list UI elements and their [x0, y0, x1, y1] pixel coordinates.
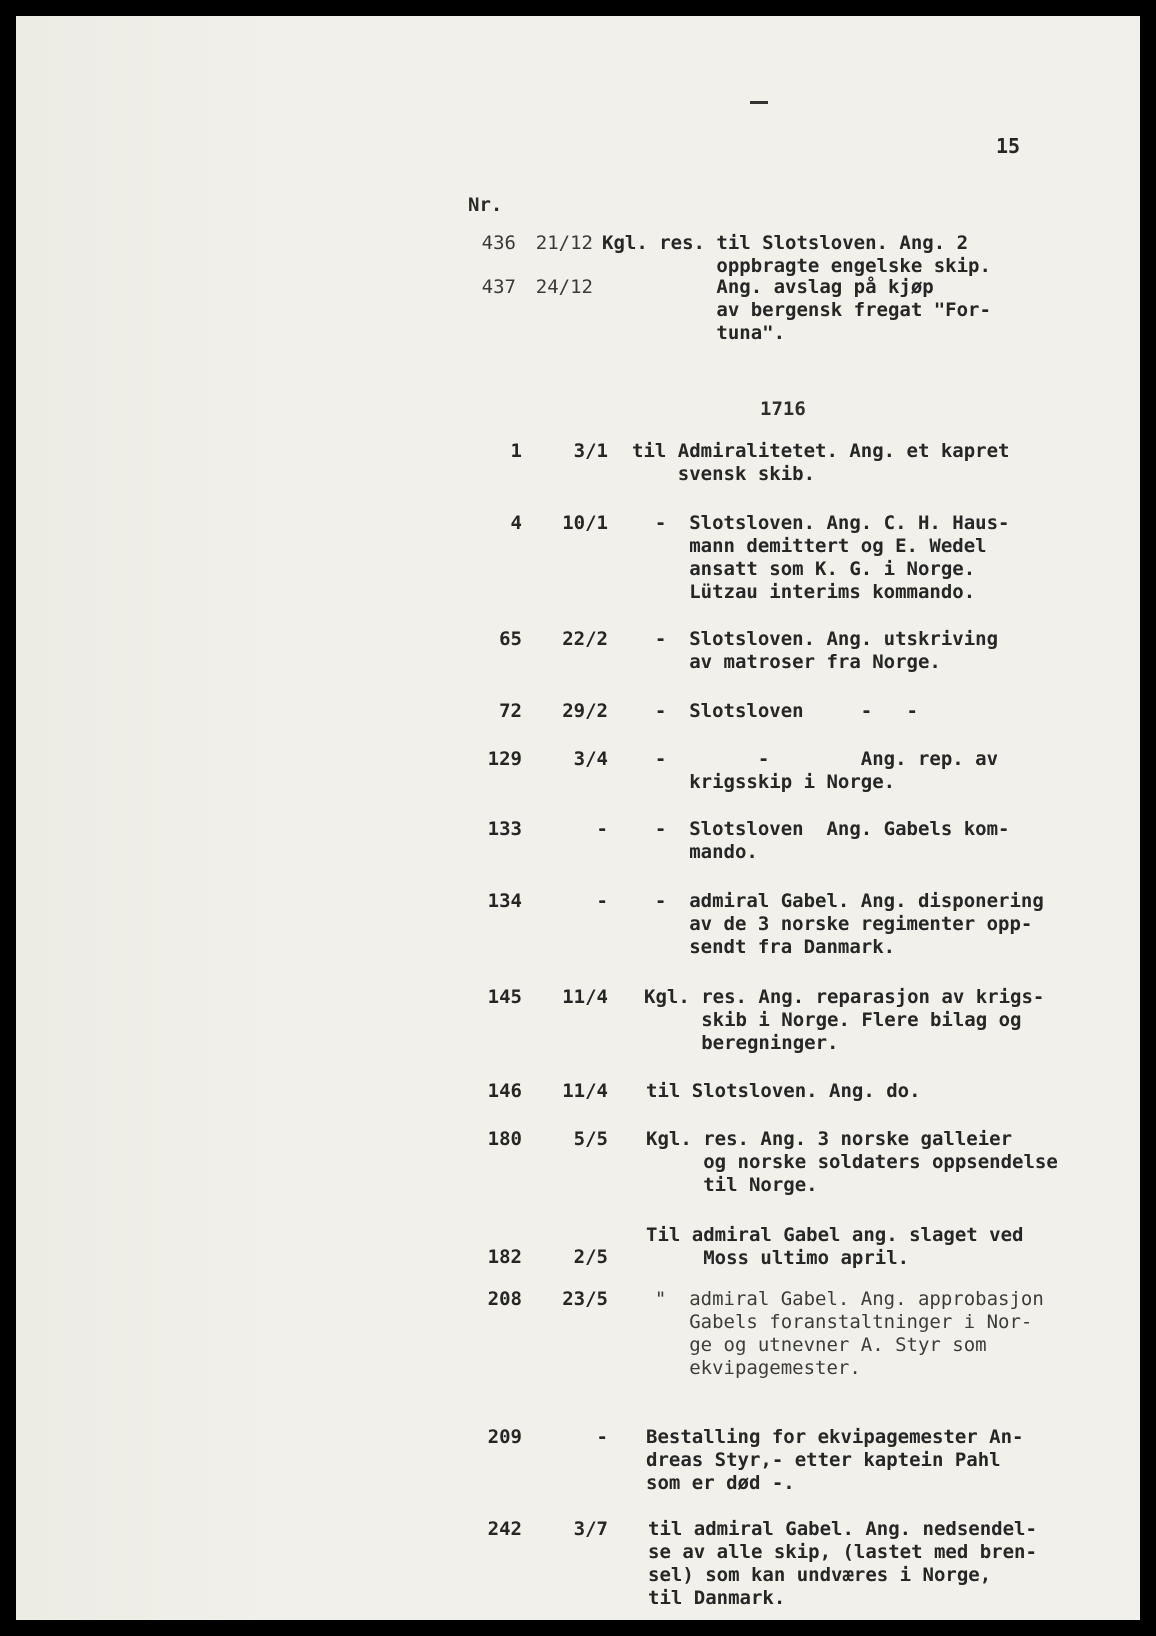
entry-text: Kgl. res. til Slotsloven. Ang. 2 oppbragte engelske skip. [602, 232, 991, 277]
entry-date: 3/1 [573, 440, 608, 462]
entry-text: Til admiral Gabel ang. slaget ved Moss ultimo april. [646, 1224, 1024, 1269]
entry-number: 146 [487, 1080, 522, 1102]
entry-date: 22/2 [562, 628, 608, 650]
entry-number: 208 [487, 1288, 522, 1310]
entry-number: 4 [510, 512, 522, 534]
entry-date: 2/5 [573, 1246, 608, 1268]
entry-date: 24/12 [535, 276, 593, 298]
entry-date: 21/12 [535, 232, 593, 254]
entry-text: - admiral Gabel. Ang. disponering av de 3 norske regimenter opp- sendt fra Danmark. [654, 890, 1044, 958]
entry-number: 437 [481, 276, 516, 298]
entry-date: 3/7 [573, 1518, 608, 1540]
entry-number: 65 [499, 628, 522, 650]
entry-number: 436 [481, 232, 516, 254]
entry-date: - [596, 818, 608, 840]
entry-text: - Slotsloven Ang. Gabels kom- mando. [654, 818, 1010, 863]
entry-text: til admiral Gabel. Ang. nedsendel- se av alle skip, (lastet med bren- sel) som kan undværes i Norge, til Danmark. [648, 1518, 1037, 1609]
entry-text: - - Ang. rep. av krigsskip i Norge. [654, 748, 999, 793]
entry-number: 129 [487, 748, 522, 770]
entry-text: til Slotsloven. Ang. do. [646, 1080, 921, 1102]
entry-text: til Admiralitetet. Ang. et kapret svensk skib. [632, 440, 1010, 485]
entry-date: 5/5 [573, 1128, 608, 1150]
entry-text: Bestalling for ekvipagemester An- dreas Styr,- etter kaptein Pahl som er død -. [646, 1426, 1024, 1494]
entry-number: 1 [510, 440, 522, 462]
column-header-nr: Nr. [468, 194, 503, 216]
entry-number: 182 [487, 1246, 522, 1268]
entry-text: - Slotsloven - - [632, 700, 918, 722]
entry-number: 72 [499, 700, 522, 722]
entry-number: 209 [487, 1426, 522, 1448]
page-number: 15 [996, 134, 1021, 158]
document-page [16, 16, 1140, 1620]
entry-number: 134 [487, 890, 522, 912]
entry-number: 242 [487, 1518, 522, 1540]
entry-date: 23/5 [562, 1288, 608, 1310]
entry-text: Kgl. res. Ang. 3 norske galleier og norske soldaters oppsendelse til Norge. [646, 1128, 1058, 1196]
entry-text: - Slotsloven. Ang. utskriving av matroser fra Norge. [654, 628, 999, 673]
entry-text: - Slotsloven. Ang. C. H. Haus- mann demittert og E. Wedel ansatt som K. G. i Norge. Lützau interims kommando. [654, 512, 1010, 603]
section-year-heading: 1716 [760, 398, 806, 420]
entry-date: 10/1 [562, 512, 608, 534]
entry-date: 3/4 [573, 748, 608, 770]
entry-number: 180 [487, 1128, 522, 1150]
entry-date: 11/4 [562, 1080, 608, 1102]
entry-text: Kgl. res. Ang. reparasjon av krigs- skib i Norge. Flere bilag og beregninger. [644, 986, 1045, 1054]
entry-text: " admiral Gabel. Ang. approbasjon Gabels foranstaltninger i Nor- ge og utnevner A. Styr som ekvipagemester. [654, 1288, 1044, 1379]
entry-date: 11/4 [562, 986, 608, 1008]
entry-text: Ang. avslag på kjøp av bergensk fregat "For- tuna". [716, 276, 991, 344]
entry-date: 29/2 [562, 700, 608, 722]
top-dash-mark [750, 101, 768, 104]
entry-date: - [596, 1426, 608, 1448]
entry-number: 145 [487, 986, 522, 1008]
entry-number: 133 [487, 818, 522, 840]
entry-date: - [596, 890, 608, 912]
